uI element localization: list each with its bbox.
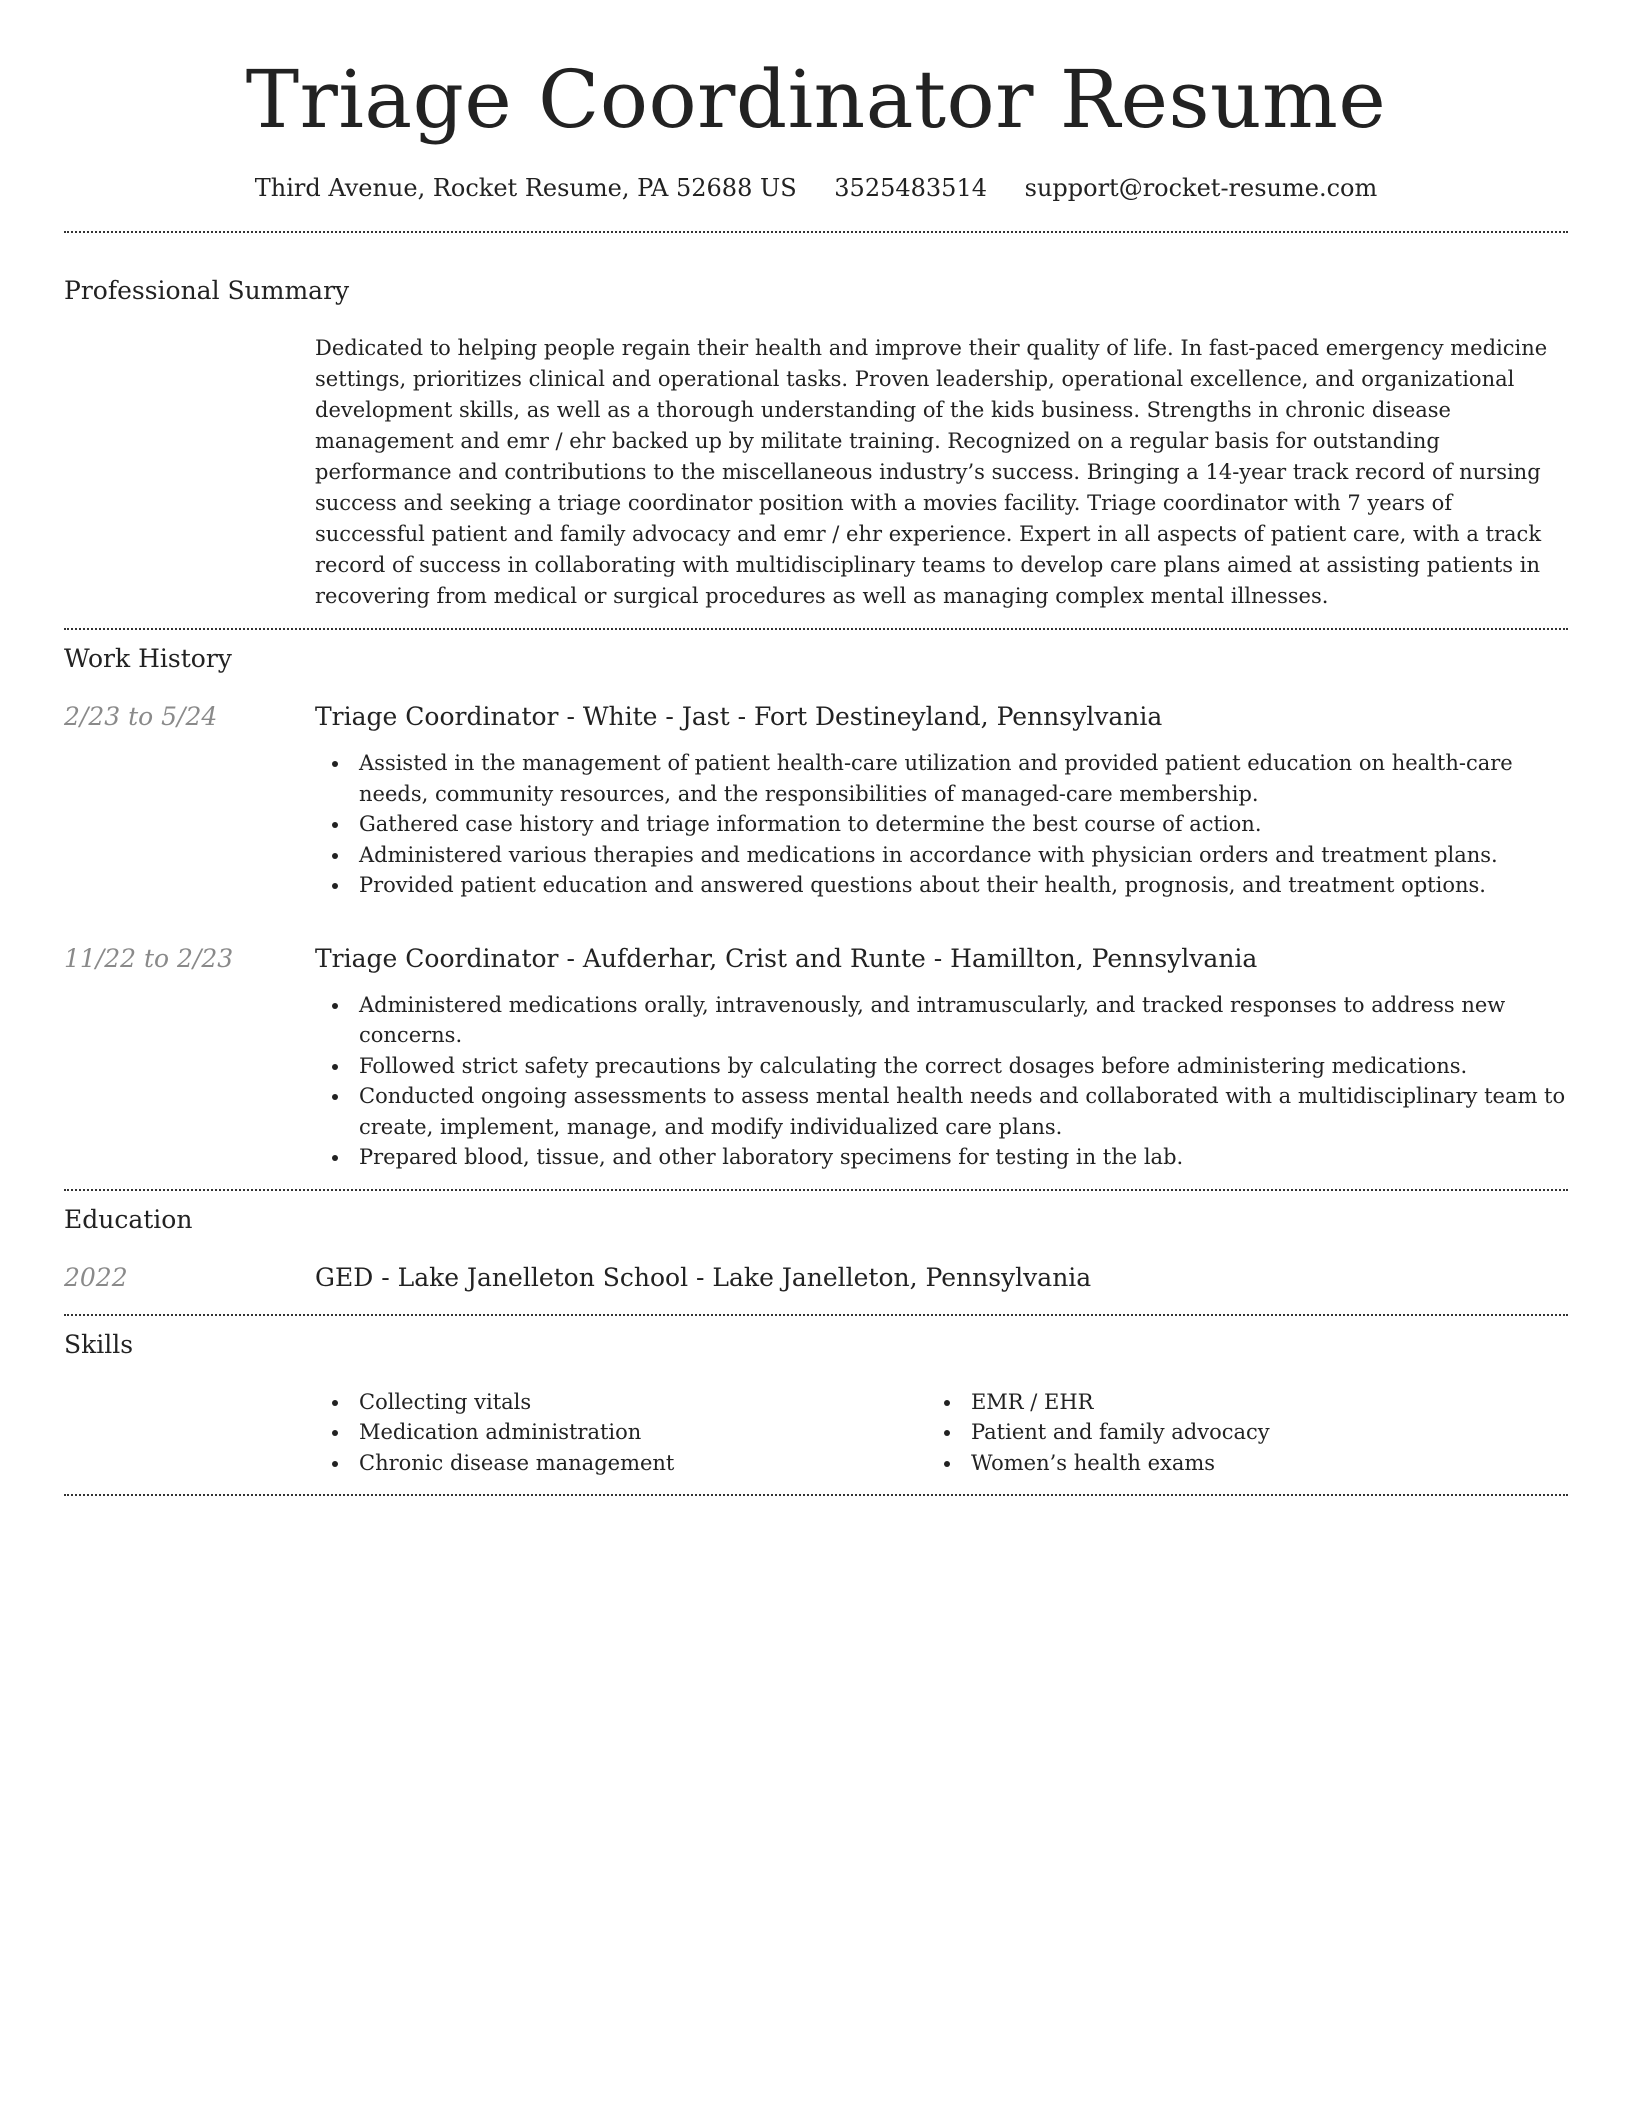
education-entry	[64, 1262, 1568, 1294]
list-item: Prepared blood, tissue, and other laboratory specimens for testing in the lab.	[359, 1142, 1568, 1173]
summary-text: Dedicated to helping people regain their health and improve their quality of life. In fast-paced emergency medicine settings, prioritizes clinical and operational tasks. Proven leadership, operational excellence, and organizational development skills, as well as a thorough understanding of the kids business. Strengths in chronic disease management and emr / ehr backed up by militate training. Recognized on a regular basis for outstanding performance and contributions to the miscellaneous industry’s success. Bringing a 14-year track record of nursing success and seeking a triage coordinator position with a movies facility. Triage coordinator with 7 years of successful patient and family advocacy and emr / ehr experience. Expert in all aspects of patient care, with a track record of success in collaborating with multidisciplinary teams to develop care plans aimed at assisting patients in recovering from medical or surgical procedures as well as managing complex mental illnesses.	[315, 336, 1548, 608]
skills-column	[64, 1387, 971, 1479]
contact-email: support@rocket-resume.com	[1024, 174, 1378, 202]
section-heading-work-history: Work History	[64, 644, 232, 673]
skill-item: Patient and family advocacy	[971, 1417, 1568, 1448]
list-item: Administered medications orally, intravenously, and intramuscularly, and tracked responses to address new concerns.	[359, 990, 1568, 1051]
divider	[64, 1494, 1568, 1496]
section-heading-education: Education	[64, 1204, 193, 1234]
contact-phone: 3525483514	[834, 174, 987, 202]
skill-item: EMR / EHR	[971, 1387, 1568, 1418]
job-dates: 2/23 to 5/24	[64, 702, 218, 731]
education-detail: GED - Lake Janelleton School - Lake Janelleton, Pennsylvania	[315, 1262, 1092, 1292]
skill-item: Collecting vitals	[359, 1387, 971, 1418]
list-item: Conducted ongoing assessments to assess mental health needs and collaborated with a multidisciplinary team to create, implement, manage, and modify individualized care plans.	[359, 1081, 1568, 1142]
section-heading-summary: Professional Summary	[64, 276, 350, 305]
divider	[64, 628, 1568, 630]
job-title: Triage Coordinator - Aufderhar, Crist and Runte - Hamillton, Pennsylvania	[315, 943, 1258, 973]
job-duties	[64, 748, 1568, 901]
resume-page	[64, 0, 1568, 1496]
section-heading-skills: Skills	[64, 1329, 134, 1359]
job-entry	[64, 701, 1568, 901]
list-item: Provided patient education and answered questions about their health, prognosis, and treatment options.	[359, 870, 1568, 901]
skill-item: Women’s health exams	[971, 1448, 1568, 1479]
list-item: Assisted in the management of patient health-care utilization and provided patient education on health-care needs, community resources, and the responsibilities of managed-care membership.	[359, 748, 1568, 809]
skills-list	[64, 1387, 1568, 1479]
skills-column	[971, 1387, 1568, 1479]
education-year: 2022	[64, 1262, 128, 1292]
list-item: Administered various therapies and medications in accordance with physician orders and treatment plans.	[359, 840, 1568, 871]
list-item: Followed strict safety precautions by calculating the correct dosages before administering medications.	[359, 1051, 1568, 1082]
divider	[64, 231, 1568, 233]
job-entry	[64, 943, 1568, 1173]
skill-item: Medication administration	[359, 1417, 971, 1448]
job-title: Triage Coordinator - White - Jast - Fort Destineyland, Pennsylvania	[315, 702, 1163, 731]
divider	[64, 1189, 1568, 1191]
job-duties	[64, 990, 1568, 1173]
divider	[64, 1314, 1568, 1316]
job-dates: 11/22 to 2/23	[64, 943, 234, 973]
list-item: Gathered case history and triage information to determine the best course of action.	[359, 809, 1568, 840]
contact-address: Third Avenue, Rocket Resume, PA 52688 US	[254, 174, 797, 202]
contact-line	[64, 172, 1568, 204]
page-title: Triage Coordinator Resume	[245, 53, 1387, 146]
skill-item: Chronic disease management	[359, 1448, 971, 1479]
